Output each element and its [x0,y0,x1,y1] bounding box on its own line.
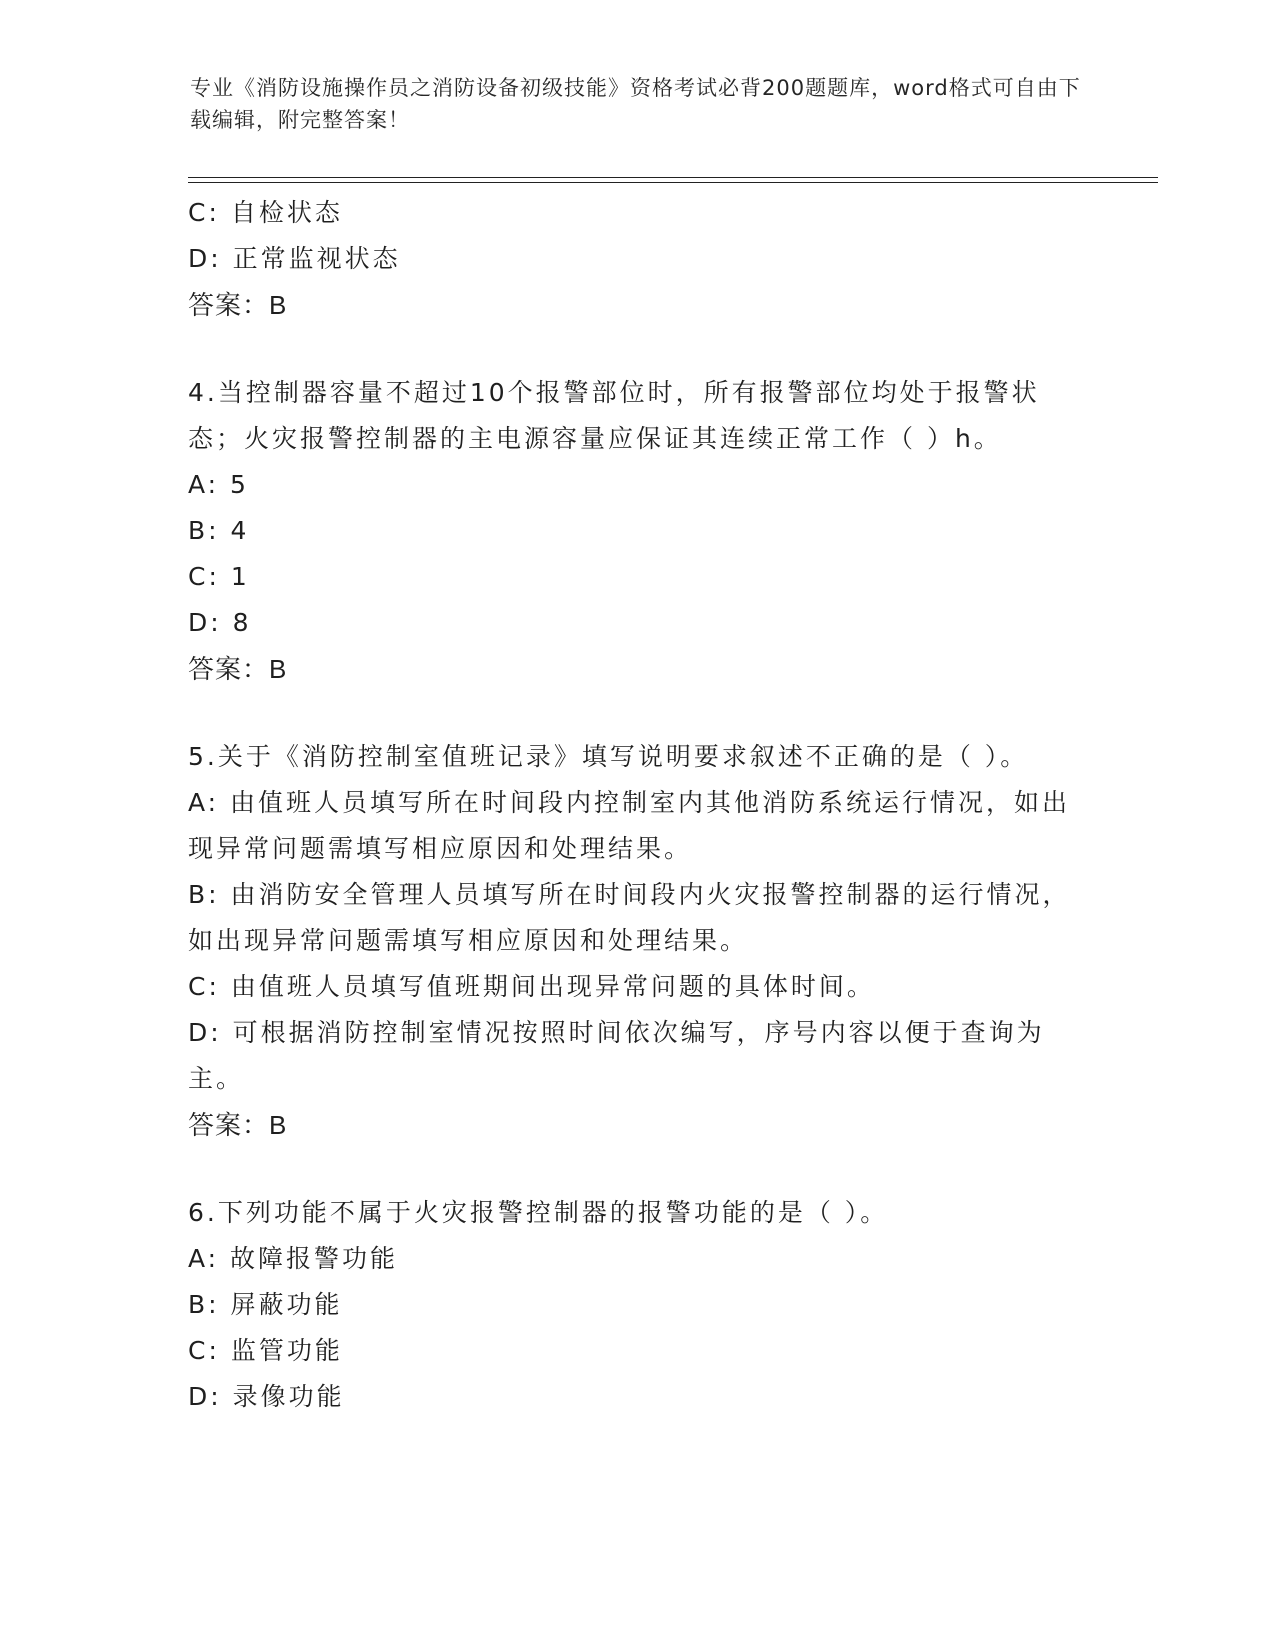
q6-option-c: C: 监管功能 [188,1336,343,1365]
q5-answer: 答案：B [188,1110,288,1140]
q3-option-d: D: 正常监视状态 [188,244,401,273]
spacer [188,1148,1088,1190]
spacer [188,692,1088,734]
header-title: 专业《消防设施操作员之消防设备初级技能》资格考试必背200题题库，word格式可自由下载编辑，附完整答案！ [190,76,1081,132]
header-divider-bottom [188,182,1158,183]
q6-option-b: B: 屏蔽功能 [188,1290,343,1319]
q4-option-c: C: 1 [188,562,250,591]
question-6 [188,1190,1088,1420]
q6-option-d: D: 录像功能 [188,1382,345,1411]
header-divider-top [188,177,1158,178]
document-header [190,72,1090,136]
spacer [188,328,1088,370]
question-5 [188,734,1088,1148]
question-3-remainder [188,190,1088,328]
q3-option-c: C: 自检状态 [188,198,343,227]
q4-question-text: 4.当控制器容量不超过10个报警部位时，所有报警部位均处于报警状态；火灾报警控制器的主电源容量应保证其连续正常工作（ ）h。 [188,378,1040,453]
q4-option-a: A: 5 [188,470,249,499]
q4-option-d: D: 8 [188,608,252,637]
q5-option-a: A: 由值班人员填写所在时间段内控制室内其他消防系统运行情况，如出现异常问题需填写相应原因和处理结果。 [188,788,1071,863]
q6-question-text: 6.下列功能不属于火灾报警控制器的报警功能的是（ ）。 [188,1198,889,1227]
q5-option-c: C: 由值班人员填写值班期间出现异常问题的具体时间。 [188,972,875,1001]
q5-question-text: 5.关于《消防控制室值班记录》填写说明要求叙述不正确的是（ ）。 [188,742,1029,771]
q6-option-a: A: 故障报警功能 [188,1244,399,1273]
q3-answer: 答案：B [188,290,288,320]
q5-option-d: D: 可根据消防控制室情况按照时间依次编写，序号内容以便于查询为主。 [188,1018,1045,1093]
question-4 [188,370,1088,692]
document-body [188,190,1088,1420]
q4-answer: 答案：B [188,654,288,684]
q5-option-b: B: 由消防安全管理人员填写所在时间段内火灾报警控制器的运行情况，如出现异常问题需填写相应原因和处理结果。 [188,880,1071,955]
q4-option-b: B: 4 [188,516,250,545]
